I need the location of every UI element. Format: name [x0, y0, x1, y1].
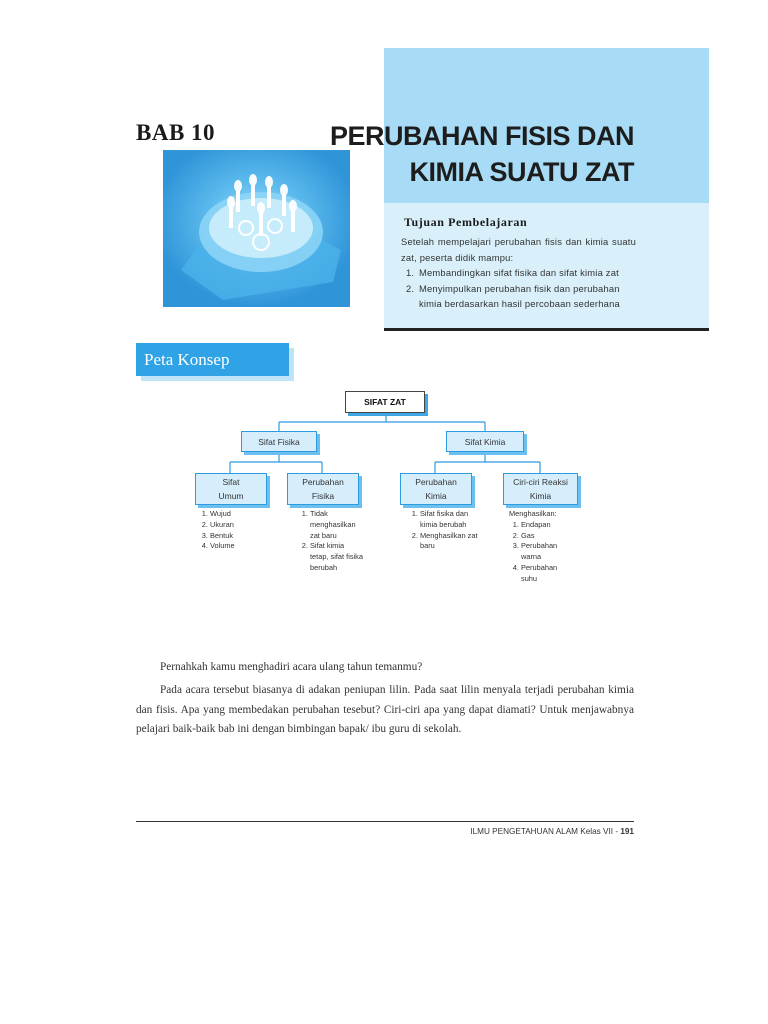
- chapter-title-line2: KIMIA SUATU ZAT: [409, 157, 634, 187]
- list-item: 2. Sifat kimia tetap, sifat fisika berubah: [310, 541, 364, 573]
- page-number: 191: [620, 827, 634, 836]
- ciri-reaksi-list: [509, 509, 569, 585]
- objective-item: 1. Membandingkan sifat fisika dan sifat kimia zat: [417, 265, 636, 281]
- list-item: 2. Menghasilkan zat baru: [420, 531, 478, 553]
- objectives-heading: Tujuan Pembelajaran: [404, 215, 528, 229]
- concept-perubahan-kimia: Perubahan Kimia: [400, 473, 472, 505]
- footer-divider: [136, 821, 634, 822]
- concept-root: SIFAT ZAT: [345, 391, 425, 413]
- concept-map-label: Peta Konsep: [136, 343, 289, 376]
- list-item: 3. Bentuk: [210, 531, 270, 542]
- list-item: 3. Perubahan warna: [521, 541, 569, 563]
- list-item: 4. Volume: [210, 541, 270, 552]
- objective-item: 2. Menyimpulkan perubahan fisik dan perubahan kimia berdasarkan hasil percobaan sederhana: [417, 281, 636, 312]
- perubahan-kimia-list: [408, 509, 478, 552]
- ciri-intro: Menghasilkan:: [509, 509, 557, 518]
- list-item: 2. Gas: [521, 531, 569, 542]
- concept-sifat-kimia: Sifat Kimia: [446, 431, 524, 452]
- concept-sifat-fisika: Sifat Fisika: [241, 431, 317, 452]
- concept-sifat-umum: Sifat Umum: [195, 473, 267, 505]
- footer-text: ILMU PENGETAHUAN ALAM Kelas VII -: [470, 827, 619, 836]
- page-footer: [400, 827, 634, 836]
- objectives-intro: Setelah mempelajari perubahan fisis dan kimia suatu zat, peserta didik mampu:: [401, 236, 636, 263]
- list-item: 4. Perubahan suhu: [521, 563, 569, 585]
- chapter-title-line1: PERUBAHAN FISIS DAN: [329, 121, 634, 151]
- perubahan-fisika-list: [298, 509, 364, 574]
- sifat-umum-list: [198, 509, 270, 552]
- concept-perubahan-fisika: Perubahan Fisika: [287, 473, 359, 505]
- intro-paragraphs: [136, 658, 634, 743]
- list-item: 1. Endapan: [521, 520, 569, 531]
- list-item: 1. Tidak menghasilkan zat baru: [310, 509, 364, 541]
- list-item: 1. Wujud: [210, 509, 270, 520]
- list-item: 1. Sifat fisika dan kimia berubah: [420, 509, 478, 531]
- chapter-number: BAB 10: [136, 120, 216, 145]
- concept-ciri-reaksi-kimia: Ciri-ciri Reaksi Kimia: [503, 473, 578, 505]
- paragraph: Pada acara tersebut biasanya di adakan peniupan lilin. Pada saat lilin menyala terjadi perubahan kimia dan fisis. Apa yang membedakan perubahan tesebut? Ciri-ciri apa yang dapat diamati? Untuk menjawabnya pelajari baik-baik bab ini dengan bimbingan bapak/ ibu guru di sekolah.: [136, 683, 634, 736]
- paragraph: Pernahkah kamu menghadiri acara ulang tahun temanmu?: [160, 661, 423, 673]
- list-item: 2. Ukuran: [210, 520, 270, 531]
